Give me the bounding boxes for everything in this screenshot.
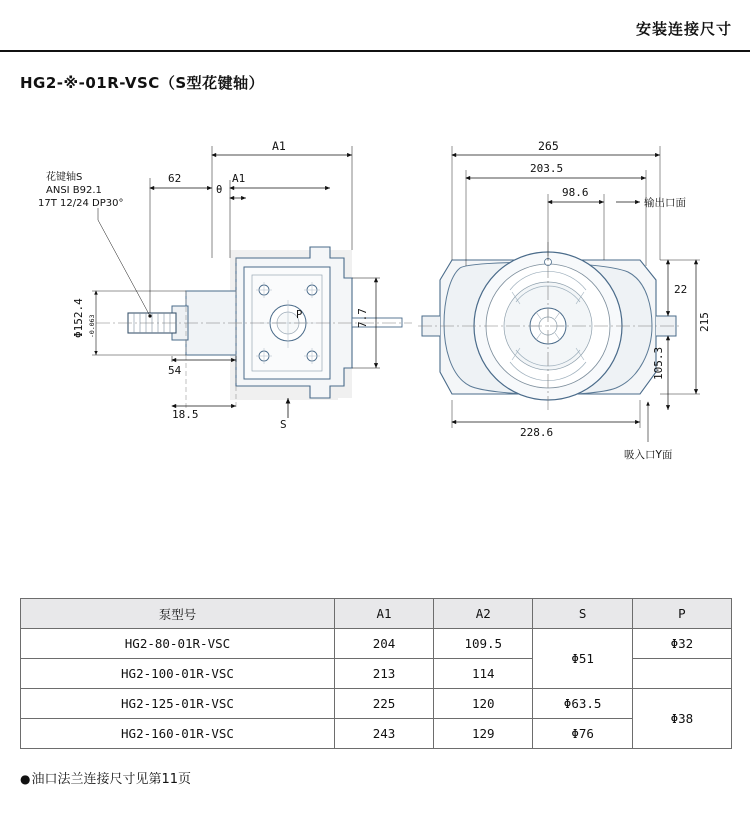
label-outlet-face: 输出口面 bbox=[644, 197, 686, 209]
table-row bbox=[21, 629, 732, 659]
dim-98-6: 98.6 bbox=[562, 186, 589, 199]
cell-s: Φ76 bbox=[533, 719, 632, 749]
cell-model: HG2-80-01R-VSC bbox=[21, 629, 335, 659]
column-header-a2: A2 bbox=[434, 599, 533, 629]
column-header-model: 泵型号 bbox=[21, 599, 335, 629]
dim-a1-top: A1 bbox=[272, 139, 286, 153]
cell-p: Φ32 bbox=[632, 629, 731, 659]
dim-105-3: 105.3 bbox=[652, 346, 665, 380]
dim-7-7: 7.7 bbox=[356, 308, 369, 328]
technical-drawing bbox=[0, 110, 750, 580]
dim-phi152-4-tolerance: -0.063 bbox=[88, 314, 96, 338]
cell-a1: 213 bbox=[334, 659, 433, 689]
section-mark-s: S bbox=[280, 418, 287, 431]
spline-note-line1: 花键轴S bbox=[46, 172, 83, 183]
dim-a1-inner: A1 bbox=[232, 172, 246, 185]
dim-215: 215 bbox=[698, 312, 711, 332]
port-label-p: P bbox=[296, 309, 303, 321]
page-header-title: 安装连接尺寸 bbox=[635, 21, 732, 38]
spline-note-line2: ANSI B92.1 bbox=[46, 185, 102, 196]
table-row bbox=[21, 719, 732, 749]
dim-phi152-4: Φ152.4 bbox=[72, 298, 85, 338]
dim-22: 22 bbox=[674, 283, 688, 296]
dim-54: 54 bbox=[168, 364, 182, 377]
cell-a1: 225 bbox=[334, 689, 433, 719]
dim-265: 265 bbox=[538, 139, 559, 153]
dim-203-5: 203.5 bbox=[530, 162, 564, 175]
footnote bbox=[20, 768, 191, 787]
cell-p-empty bbox=[632, 659, 731, 689]
cell-a2: 120 bbox=[434, 689, 533, 719]
cell-p-merged: Φ38 bbox=[632, 689, 731, 749]
specification-table bbox=[20, 598, 732, 749]
label-inlet-face: 吸入口Y面 bbox=[624, 449, 673, 461]
drawing-canvas bbox=[0, 110, 750, 580]
page-title: HG2-※-01R-VSC（S型花键轴） bbox=[20, 74, 265, 92]
cell-a2: 129 bbox=[434, 719, 533, 749]
cell-a2: 109.5 bbox=[434, 629, 533, 659]
right-view-geometry bbox=[418, 242, 682, 410]
column-header-a1: A1 bbox=[334, 599, 433, 629]
spline-note-line3: 17T 12/24 DP30° bbox=[38, 198, 124, 209]
dim-theta: θ bbox=[216, 184, 223, 196]
table-row bbox=[21, 689, 732, 719]
column-header-s: S bbox=[533, 599, 632, 629]
footnote-bullet: ● bbox=[20, 772, 31, 786]
cell-a1: 243 bbox=[334, 719, 433, 749]
column-header-p: P bbox=[632, 599, 731, 629]
dim-62: 62 bbox=[168, 172, 182, 185]
page-header bbox=[0, 0, 750, 52]
cell-a2: 114 bbox=[434, 659, 533, 689]
cell-a1: 204 bbox=[334, 629, 433, 659]
cell-model: HG2-125-01R-VSC bbox=[21, 689, 335, 719]
table-header-row bbox=[21, 599, 732, 629]
footnote-text: 油口法兰连接尺寸见第11页 bbox=[31, 772, 192, 787]
cell-model: HG2-160-01R-VSC bbox=[21, 719, 335, 749]
cell-s: Φ63.5 bbox=[533, 689, 632, 719]
dim-18-5: 18.5 bbox=[172, 408, 199, 421]
dim-228-6: 228.6 bbox=[520, 426, 554, 439]
cell-model: HG2-100-01R-VSC bbox=[21, 659, 335, 689]
cell-s-merged: Φ51 bbox=[533, 629, 632, 689]
header-divider bbox=[0, 50, 750, 52]
